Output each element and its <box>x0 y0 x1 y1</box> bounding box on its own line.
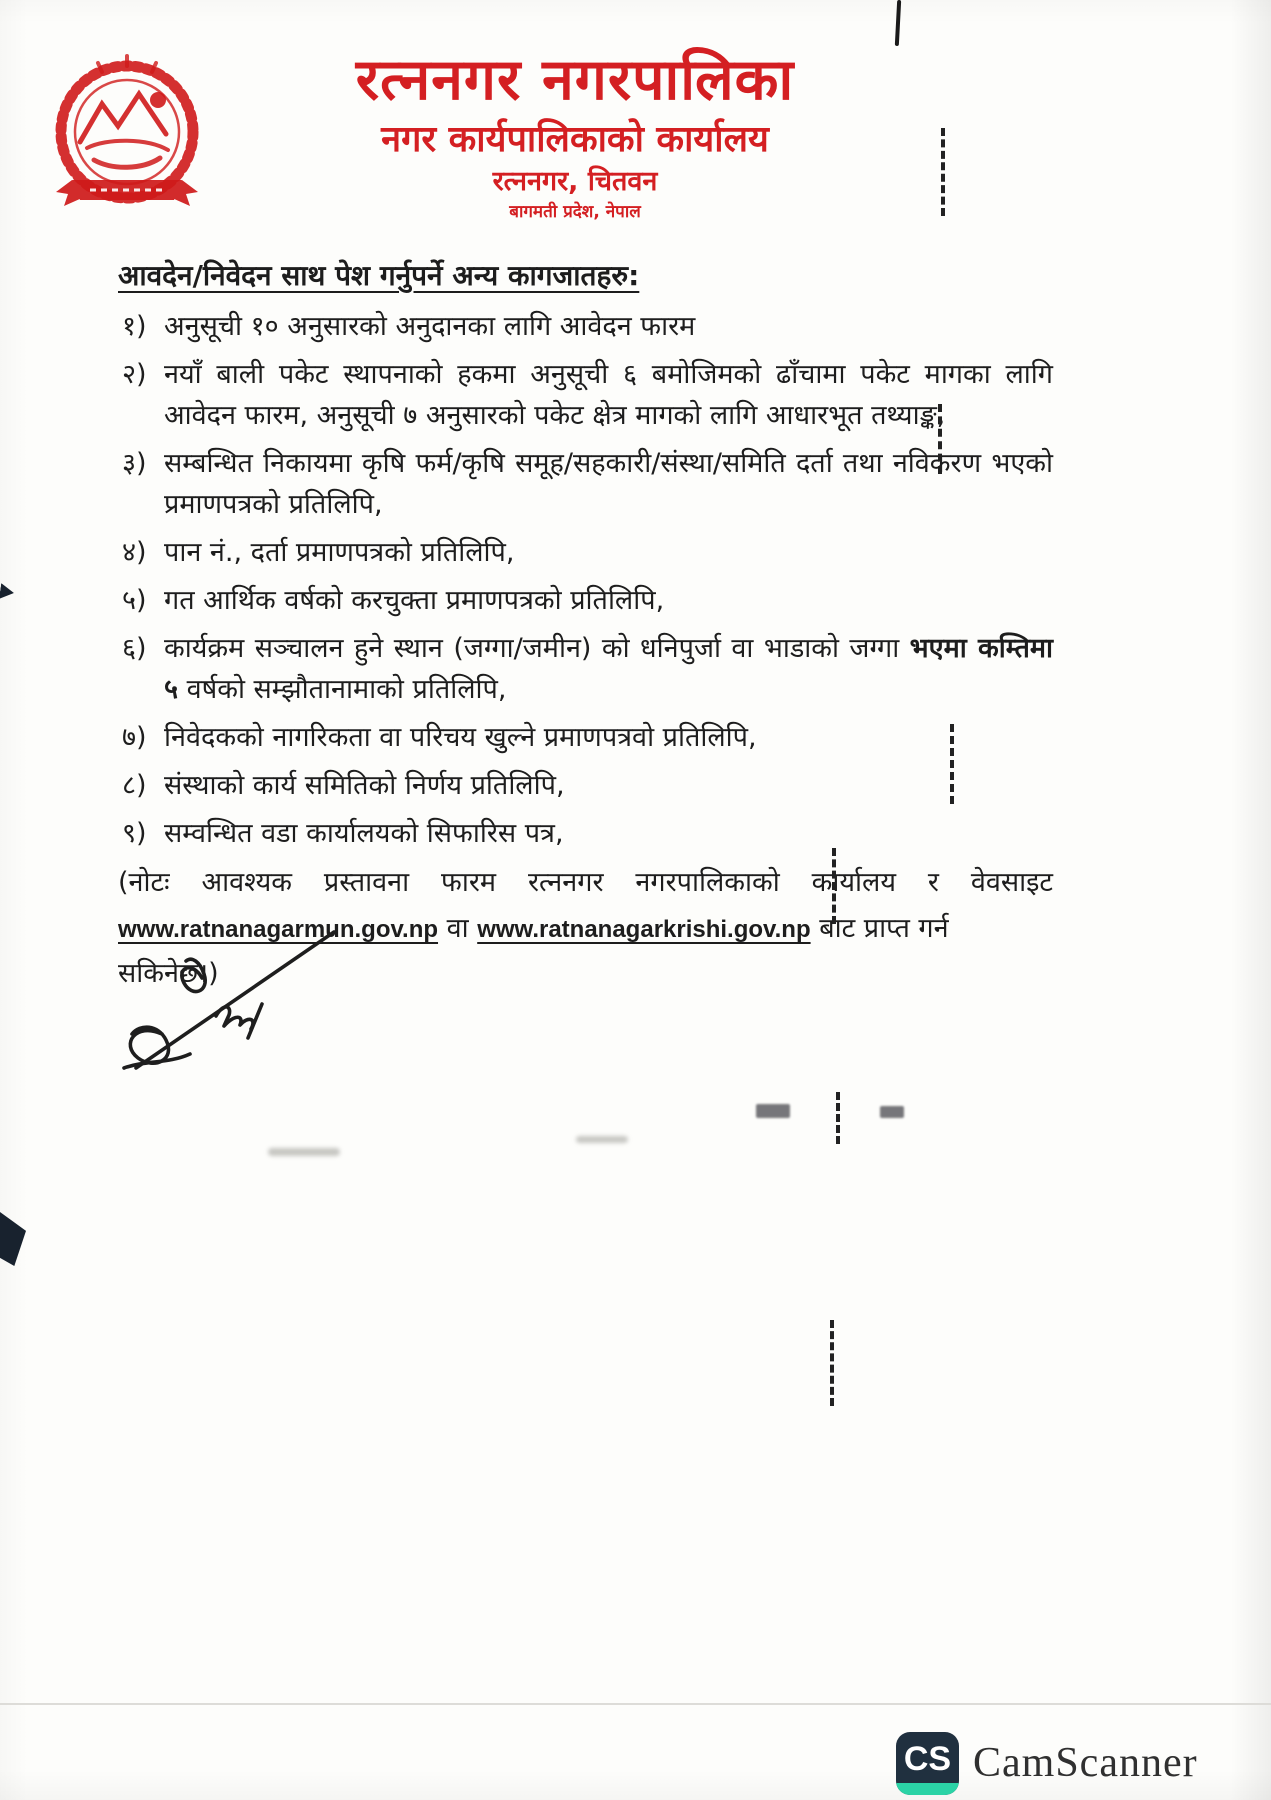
camscanner-badge-icon <box>896 1732 959 1795</box>
footnote-tail: बाट प्राप्त गर्न सकिनेछ।) <box>118 913 949 989</box>
scan-artifact-mark <box>880 1106 904 1118</box>
item-number: ९) <box>122 818 147 849</box>
municipal-emblem-icon <box>42 42 212 227</box>
item-text: कार्यक्रम सञ्चालन हुने स्थान (जग्गा/जमीन) को धनिपुर्जा वा भाडाको जग्गा <box>164 633 910 664</box>
item-text: अनुसूची १० अनुसारको अनुदानका लागि आवेदन फारम <box>164 311 696 342</box>
list-item <box>118 628 1053 710</box>
list-item <box>118 532 1053 573</box>
scan-edge-line <box>0 1703 1271 1705</box>
scan-artifact-line <box>938 404 942 474</box>
scan-artifact-mark <box>0 583 15 601</box>
office-location: रत्ननगर, चितवन <box>492 166 658 197</box>
letterhead <box>205 48 945 223</box>
list-item <box>118 443 1053 525</box>
item-number: ३) <box>122 448 147 479</box>
document-body <box>118 256 1053 996</box>
scan-artifact-mark <box>0 1212 26 1266</box>
item-text: वर्षको सम्झौतानामाको प्रतिलिपि, <box>178 674 507 705</box>
item-text: पान नं., दर्ता प्रमाणपत्रको प्रतिलिपि, <box>164 537 515 568</box>
item-text: संस्थाको कार्य समितिको निर्णय प्रतिलिपि, <box>164 770 565 801</box>
item-number: १) <box>122 311 147 342</box>
scan-artifact-line <box>895 0 901 46</box>
scan-artifact-line <box>836 1092 840 1144</box>
camscanner-label: CamScanner <box>973 1740 1198 1786</box>
org-name: रत्ननगर नगरपालिका <box>355 47 795 113</box>
list-item <box>118 813 1053 854</box>
section-heading: आवदेन/निवेदन साथ पेश गर्नुपर्ने अन्य कागजातहरु: <box>118 259 640 292</box>
footnote-conjunction: वा <box>438 913 478 944</box>
list-item <box>118 765 1053 806</box>
camscanner-badge-text: CS <box>903 1740 952 1778</box>
scan-artifact-mark <box>576 1136 628 1143</box>
item-text: निवेदकको नागरिकता वा परिचय खुल्ने प्रमाणपत्रवो प्रतिलिपि, <box>164 722 757 753</box>
office-name: नगर कार्यपालिकाको कार्यालय <box>381 119 769 160</box>
item-number: ८) <box>122 770 147 801</box>
required-documents-list <box>118 306 1053 854</box>
handwritten-signature <box>96 916 356 1086</box>
scan-artifact-line <box>832 848 836 924</box>
list-item <box>118 717 1053 758</box>
scan-artifact-mark <box>268 1148 340 1156</box>
item-number: ५) <box>122 585 147 616</box>
item-text: सम्बन्धित निकायमा कृषि फर्म/कृषि समूह/सहकारी/संस्था/समिति दर्ता तथा नविकरण भएको प्रमाणपत्रको प्रतिलिपि, <box>164 448 1053 520</box>
item-text: सम्वन्धित वडा कार्यालयको सिफारिस पत्र, <box>164 818 564 849</box>
camscanner-watermark <box>896 1731 1198 1795</box>
item-number: ७) <box>122 722 147 753</box>
scan-artifact-line <box>950 724 954 804</box>
website-url-2: www.ratnanagarkrishi.gov.np <box>477 916 811 943</box>
website-url-1: www.ratnanagarmun.gov.np <box>118 916 439 943</box>
province-line: बागमती प्रदेश, नेपाल <box>509 202 641 222</box>
scan-artifact-mark <box>756 1104 790 1118</box>
scan-artifact-line <box>941 128 945 216</box>
item-number: ४) <box>122 537 147 568</box>
list-item <box>118 354 1053 436</box>
list-item <box>118 580 1053 621</box>
item-text: नयाँ बाली पकेट स्थापनाको हकमा अनुसूची ६ बमोजिमको ढाँचामा पकेट मागका लागि आवेदन फारम, अनुसूची ७ अनुसारको पकेट क्षेत्र मागको लागि आधारभूत तथ्याङ्क, <box>164 359 1053 431</box>
item-number: २) <box>122 359 147 390</box>
scan-artifact-line <box>830 1320 834 1406</box>
item-number: ६) <box>122 633 147 664</box>
item-text: गत आर्थिक वर्षको करचुक्ता प्रमाणपत्रको प्रतिलिपि, <box>164 585 665 616</box>
list-item <box>118 306 1053 347</box>
footnote-line1: (नोटः आवश्यक प्रस्तावना फारम रत्ननगर नगरपालिकाको कार्यालय र वेवसाइट <box>118 867 1053 898</box>
item-text-bold: भएमा कम्तिमा ५ <box>164 633 1054 705</box>
